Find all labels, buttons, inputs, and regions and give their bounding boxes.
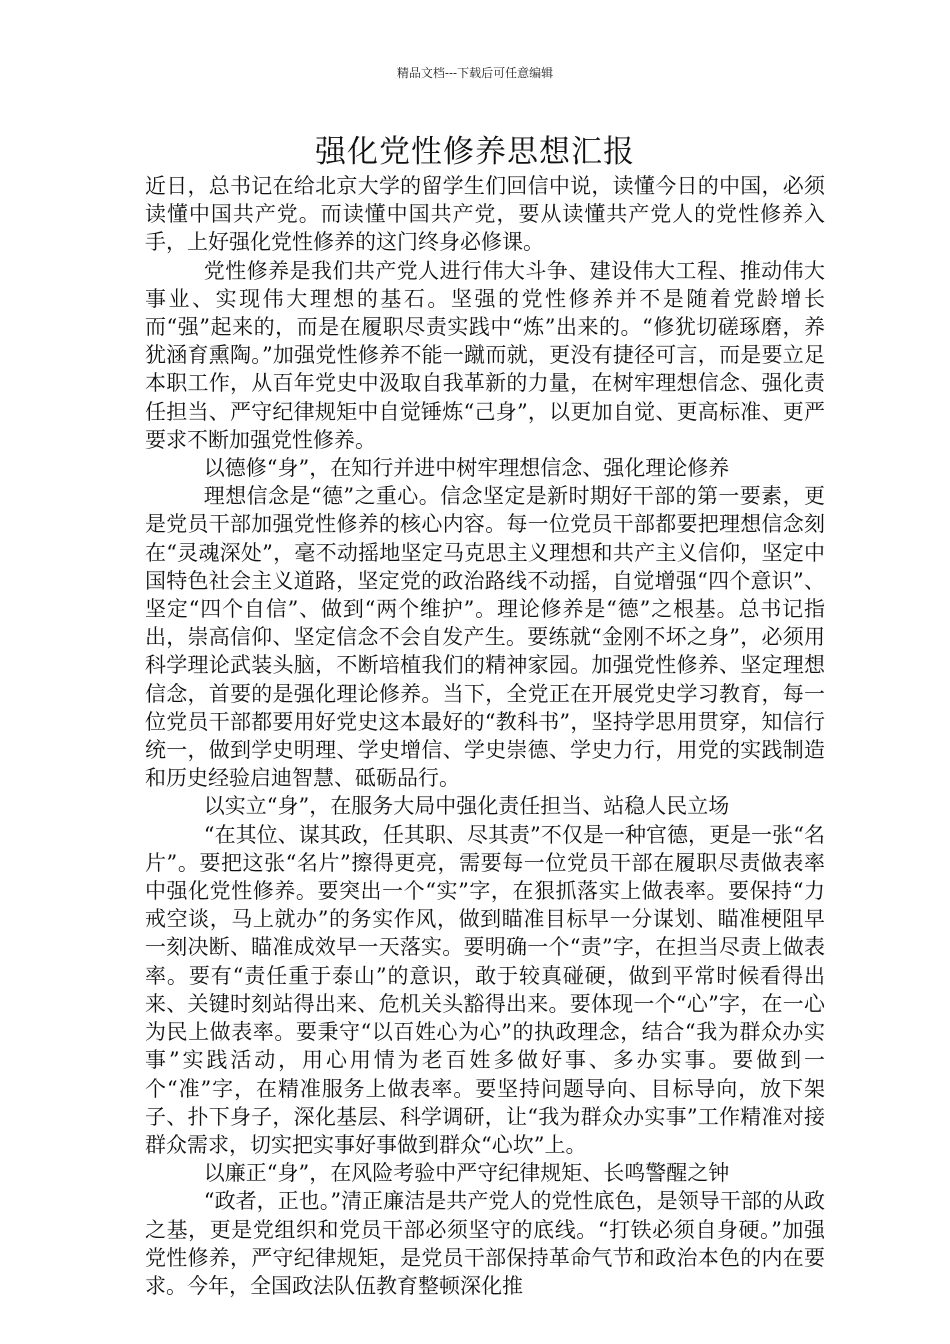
section-heading: 以实立“身”，在服务大局中强化责任担当、站稳人民立场 bbox=[203, 794, 730, 819]
section-heading: 以德修“身”，在知行并进中树牢理想信念、强化理论修养 bbox=[203, 456, 730, 481]
section-heading: 以廉正“身”，在风险考验中严守纪律规矩、长鸣警醒之钟 bbox=[203, 1161, 730, 1186]
paragraph: “政者，正也。”清正廉洁是共产党人的党性底色，是领导干部的从政之基，更是党组织和党员干部必须坚守的底线。“打铁必须自身硬。”加强党性修养，严守纪律规矩，是党员干部保持革命气节和政治本色的内在要求。今年，全国政法队伍教育整顿深化推 bbox=[145, 1189, 825, 1298]
paragraph: 理想信念是“德”之重心。信念坚定是新时期好干部的第一要素，更是党员干部加强党性修养的核心内容。每一位党员干部都要把理想信念刻在“灵魂深处”，毫不动摇地坚定马克思主义理想和共产主义信仰，坚定中国特色社会主义道路，坚定党的政治路线不动摇，自觉增强“四个意识”、坚定“四个自信”、做到“两个维护”。理论修养是“德”之根基。总书记指出，崇高信仰、坚定信念不会自发产生。要练就“金刚不坏之身”，必须用科学理论武装头脑，不断培植我们的精神家园。加强党性修养、坚定理想信念，首要的是强化理论修养。当下，全党正在开展党史学习教育，每一位党员干部都要用好党史这本最好的“教科书”，坚持学思用贯穿，知信行统一，做到学史明理、学史增信、学史崇德、学史力行，用党的实践制造和历史经验启迪智慧、砥砺品行。 bbox=[145, 484, 825, 791]
paragraph-intro: 近日，总书记在给北京大学的留学生们回信中说，读懂今日的中国，必须读懂中国共产党。而读懂中国共产党，要从读懂共产党人的党性修养入手，上好强化党性修养的这门终身必修课。 bbox=[145, 174, 825, 255]
document-title: 强化党性修养思想汇报 bbox=[315, 134, 635, 170]
document-body bbox=[145, 172, 825, 1300]
header-note: 精品文档---下载后可任意编辑 bbox=[396, 66, 554, 80]
paragraph: 党性修养是我们共产党人进行伟大斗争、建设伟大工程、推动伟大事业、实现伟大理想的基石。坚强的党性修养并不是随着党龄增长而“强”起来的，而是在履职尽责实践中“炼”出来的。“修犹切磋琢磨，养犹涵育熏陶。”加强党性修养不能一蹴而就，更没有捷径可言，而是要立足本职工作，从百年党史中汲取自我革新的力量，在树牢理想信念、强化责任担当、严守纪律规矩中自觉锤炼“己身”，以更加自觉、更高标准、更严要求不断加强党性修养。 bbox=[145, 258, 825, 452]
paragraph: “在其位、谋其政，任其职、尽其责”不仅是一种官德，更是一张“名片”。要把这张“名片”擦得更亮，需要每一位党员干部在履职尽责做表率中强化党性修养。要突出一个“实”字，在狠抓落实上做表率。要保持“力戒空谈，马上就办”的务实作风，做到瞄准目标早一分谋划、瞄准梗阻早一刻决断、瞄准成效早一天落实。要明确一个“责”字，在担当尽责上做表率。要有“责任重于泰山”的意识，敢于较真碰硬，做到平常时候看得出来、关键时刻站得出来、危机关头豁得出来。要体现一个“心”字，在一心为民上做表率。要秉守“以百姓心为心”的执政理念，结合“我为群众办实事”实践活动，用心用情为老百姓多做好事、多办实事。要做到一个“准”字，在精准服务上做表率。要坚持问题导向、目标导向，放下架子、扑下身子，深化基层、科学调研，让“我为群众办实事”工作精准对接群众需求，切实把实事好事做到群众“心坎”上。 bbox=[145, 822, 825, 1157]
